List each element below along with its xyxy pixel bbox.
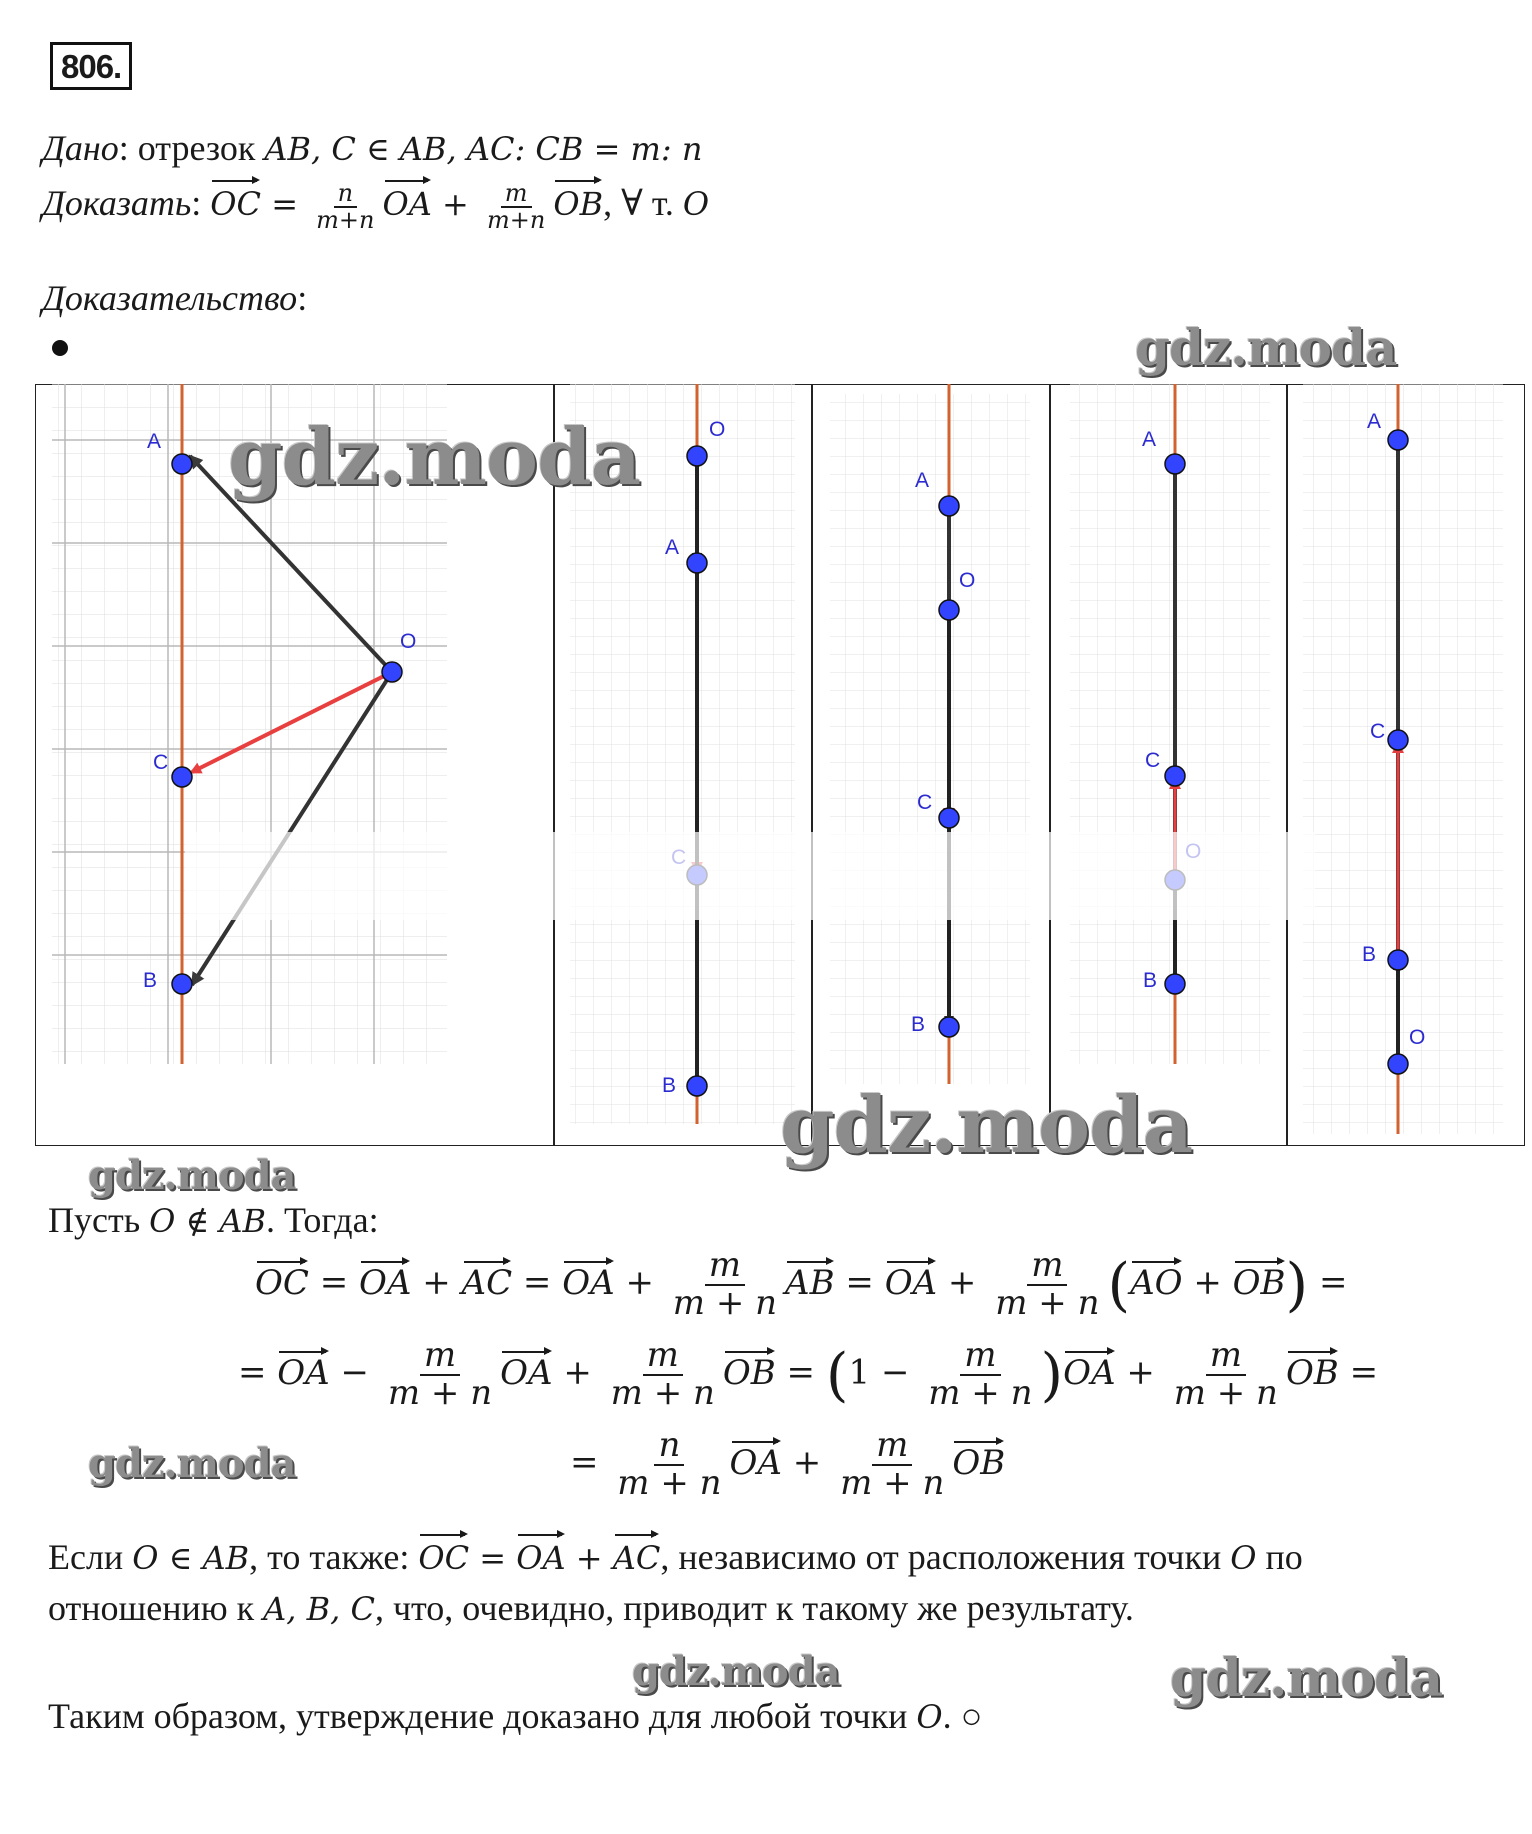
equation-line-2: = OA − $\frac{m}{m + n}$ OA + $\frac{m}{m + n}$ OB = (1 − $\frac{m}{m + n}$ )OA + $\frac{m}{m + n}$ OB = [238,1335,1379,1413]
vector-oa: OA [383,176,432,226]
problem-number: 806. [50,42,132,90]
svg-text:C: C [1145,749,1161,772]
svg-text:A: A [147,430,162,453]
svg-text:A: A [665,536,680,559]
svg-text:O: O [709,418,726,441]
svg-text:B: B [1362,943,1377,966]
figure-panel-3 [830,384,1030,1084]
vector-oc: OC [210,176,261,226]
svg-text:C: C [1370,720,1386,743]
watermark: gdz.moda [88,1152,296,1199]
case1-intro: Пусть O ∉ AB. Тогда: [48,1200,379,1240]
svg-text:A: A [915,469,930,492]
watermark: gdz.moda [88,1440,296,1487]
equation-line-1: OC = OA + AC = OA + $\frac{m}{m + n}$ AB = OA + $\frac{m}{m + n}$ (AO + OB) = [255,1245,1348,1323]
watermark: gdz.moda [228,412,641,503]
vector-ob: OB [553,176,603,226]
watermark: gdz.moda [1170,1648,1443,1709]
case2-line-1: Если O ∈ AB, то также: OC = OA + AC, независимо от расположения точки O по [48,1530,1303,1580]
svg-text:A: A [1142,428,1157,451]
equation-line-3: = $\frac{n}{m + n}$ OA + $\frac{m}{m + n}$ OB [570,1425,1006,1503]
figure-panel-4 [1070,384,1270,1064]
proof-label: Доказательство: [42,278,308,318]
svg-text:B: B [1143,969,1158,992]
given-math: AB, C ∈ AB, AC: CB = m: n [264,130,703,168]
svg-text:O: O [400,630,417,653]
svg-text:C: C [153,751,169,774]
watermark: gdz.moda [1135,318,1397,377]
watermark: gdz.moda [632,1648,840,1695]
prove-label: Доказать [42,183,192,223]
svg-text:B: B [662,1074,677,1097]
watermark: gdz.moda [780,1080,1193,1171]
case2-line-2: отношению к A, B, C, что, очевидно, приводит к такому же результату. [48,1588,1134,1628]
prove-line: Доказать: OC = $\frac{n}{m+n}$ OA + $\frac{m}{m+n}$ OB, ∀ т. O [42,176,709,233]
svg-text:O: O [959,569,976,592]
fraction-n: $\frac{n}{m+n}$ [316,178,375,234]
svg-text:A: A [1367,410,1382,433]
svg-text:B: B [911,1013,926,1036]
given-label: Дано [42,128,119,168]
svg-text:C: C [917,791,933,814]
given-text: : отрезок [118,128,265,168]
svg-text:O: O [1409,1026,1426,1049]
fraction-m: $\frac{m}{m+n}$ [487,178,546,234]
svg-text:B: B [143,969,158,992]
conclusion: Таким образом, утверждение доказано для любой точки O. ○ [48,1696,983,1736]
bullet-icon [52,340,68,356]
figure-panel-5 [1303,384,1503,1134]
given-line [42,126,702,171]
